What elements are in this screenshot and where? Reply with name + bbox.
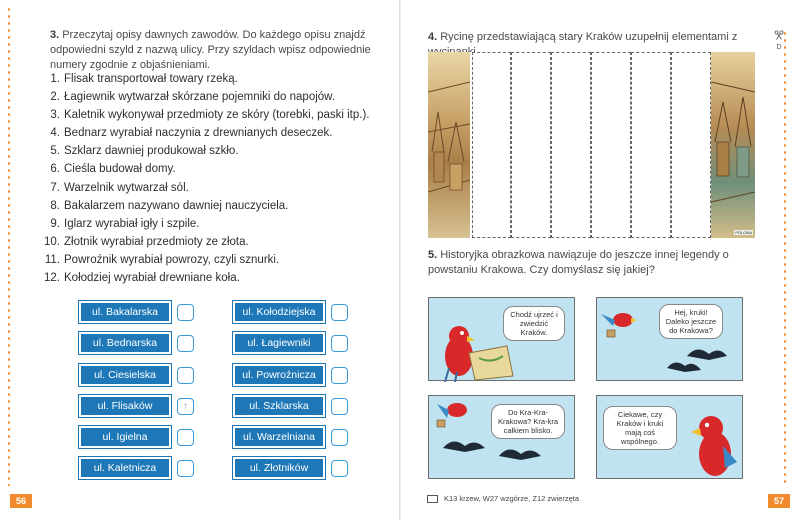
street-sign-bakalarska: ul. Bakalarska (79, 301, 171, 323)
speech-bubble: Ciekawe, czy Kraków i kruki mają coś wspólnego. (603, 406, 677, 450)
list-item: 4. Bednarz wyrabiał naczynia z drewnianych deseczek. (50, 127, 333, 140)
task-5-number: 5. (428, 249, 438, 261)
scissors-icon (774, 30, 784, 53)
answer-box[interactable] (331, 367, 348, 384)
answer-box[interactable] (177, 367, 194, 384)
comic-panel-4 (596, 395, 743, 479)
list-item: 5. Szklarz dawniej produkował szkło. (50, 145, 239, 158)
speech-bubble: Chodź ujrzeć i zwiedzić Kraków. (503, 306, 565, 341)
parrot-and-ravens-drawing (597, 298, 744, 382)
cutout-placeholder (551, 52, 591, 238)
street-sign-flisakow: ul. Flisaków (79, 395, 171, 417)
list-item: 3. Kaletnik wykonywał przedmioty ze skóry (torebki, paski itp.). (50, 109, 370, 122)
list-item: 9. Iglarz wyrabiał igły i szpile. (50, 217, 200, 230)
sign-row (233, 424, 348, 450)
answer-box[interactable] (331, 429, 348, 446)
sign-row (233, 362, 348, 388)
list-item: 8. Bakalarzem nazywano dawniej nauczyciela. (50, 199, 289, 212)
answer-box-example[interactable] (177, 398, 194, 415)
list-item: 6. Cieśla budował domy. (50, 163, 176, 176)
page-number-right: 57 (768, 494, 790, 508)
comic-panel-1 (428, 297, 575, 381)
street-sign-bednarska: ul. Bednarska (79, 332, 171, 354)
sign-row (233, 330, 348, 356)
list-item: 2. Łagiewnik wytwarzał skórzane pojemniki do napojów. (50, 91, 336, 104)
sign-row (79, 330, 194, 356)
cutout-placeholder (631, 52, 671, 238)
page-number-left: 56 (10, 494, 32, 508)
task-4-instruction: 4. Rycinę przedstawiającą stary Kraków uzupełnij elementami z (428, 31, 738, 43)
sign-row (79, 393, 194, 419)
street-sign-kolodziejska: ul. Kołodziejska (233, 301, 325, 323)
task-5-instruction: 5. Historyjka obrazkowa nawiązuje do jeszcze innej legendy o powstaniu Krakowa. Czy domyślasz się jakiej? (428, 249, 729, 276)
street-sign-ciesielska: ul. Ciesielska (79, 364, 171, 386)
comic-panel-2 (596, 297, 743, 381)
left-page (0, 0, 399, 520)
engraving-right-fragment (711, 52, 755, 238)
engraving-left-drawing (428, 52, 470, 238)
sign-row (233, 299, 348, 325)
sign-row (79, 299, 194, 325)
dotted-margin-right (784, 30, 786, 485)
ravens-and-parrot-drawing (429, 396, 576, 480)
cutout-placeholder (591, 52, 631, 238)
engraving-right-drawing (711, 52, 755, 238)
list-item: 7. Warzelnik wytwarzał sól. (50, 181, 189, 194)
answer-box[interactable] (331, 398, 348, 415)
sign-row (79, 424, 194, 450)
task-3-number: 3. (50, 29, 60, 41)
speech-bubble: Do Kra-Kra-Krakowa? Kra-kra całkiem blisko. (491, 404, 565, 439)
answer-box[interactable] (177, 304, 194, 321)
cutout-placeholder (671, 52, 711, 238)
street-sign-szklarska: ul. Szklarska (233, 395, 325, 417)
book-icon (427, 495, 438, 503)
scissors-label: D (776, 44, 782, 51)
task-3-instruction: 3. Przeczytaj opisy dawnych zawodów. Do każdego opisu znajdź odpowiedni szyld z nazwą ulicy. Przy szyldach wpisz odpowiednie numery zgodnie z objaśnieniami. (50, 29, 371, 71)
street-sign-kaletnicza: ul. Kaletnicza (79, 457, 171, 479)
answer-box[interactable] (331, 304, 348, 321)
answer-box[interactable] (177, 429, 194, 446)
old-krakow-engraving (428, 52, 755, 238)
scissors-icon-graphic (774, 30, 784, 40)
street-sign-warzelniana: ul. Warzelniana (233, 426, 325, 448)
cutout-placeholder (472, 52, 511, 238)
profession-descriptions-list (44, 70, 370, 287)
answer-box[interactable] (331, 460, 348, 477)
list-item: 10. Złotnik wyrabiał przedmioty ze złota. (44, 235, 249, 248)
list-item: 1. Flisak transportował towary rzeką. (50, 73, 238, 85)
engraving-left-fragment (428, 52, 470, 238)
parrot-with-map-drawing (429, 298, 576, 382)
answer-box[interactable] (177, 460, 194, 477)
sign-row (233, 455, 348, 481)
street-sign-lagiewniki: ul. Łagiewniki (233, 332, 325, 354)
illustration-credit: POLONA (735, 230, 752, 235)
dotted-margin-left (8, 6, 10, 486)
cutout-placeholder (511, 52, 551, 238)
street-sign-zlotnikow: ul. Złotników (233, 457, 325, 479)
answer-box[interactable] (177, 335, 194, 352)
street-sign-igielna: ul. Igielna (79, 426, 171, 448)
street-sign-powroznicza: ul. Powroźnicza (233, 364, 325, 386)
task-4-number: 4. (428, 31, 438, 43)
speech-bubble: Hej, kruki! Daleko jeszcze do Krakowa? (659, 304, 723, 339)
list-item: 12. Kołodziej wyrabiał drewniane koła. (44, 272, 240, 285)
answer-box[interactable] (331, 335, 348, 352)
footer-references: K13 krzew, W27 wzgórze, Z12 zwierzęta (427, 494, 579, 503)
sign-row (79, 362, 194, 388)
sign-row (233, 393, 348, 419)
thinking-parrot-drawing (597, 396, 744, 480)
sign-row (79, 455, 194, 481)
example-arrow: ↑ (183, 400, 188, 412)
list-item: 11. Powroźnik wyrabiał powrozy, czyli sznurki. (44, 253, 280, 266)
comic-panel-3 (428, 395, 575, 479)
